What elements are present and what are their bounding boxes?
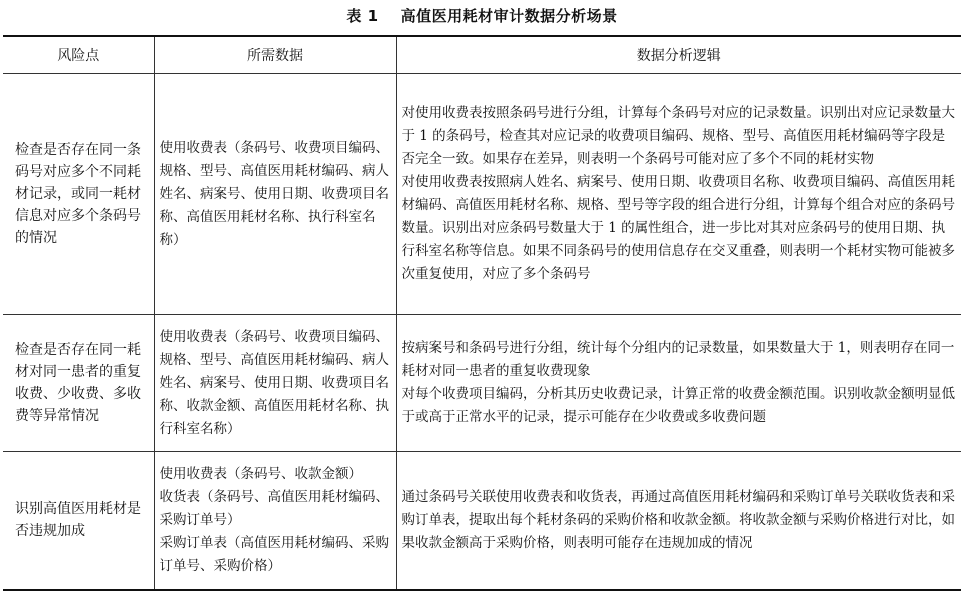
logic-paragraph: 通过条码号关联使用收费表和收货表，再通过高值医用耗材编码和采购订单号关联收货表和采购订单表，提取出每个耗材条码的采购价格和收款金额。将收款金额与采购价格进行对比，如果收款金额高于采购价格，则表明可能存在违规加成的情况 xyxy=(401,488,955,551)
required-data-cell: 使用收费表（条码号、收费项目编码、规格、型号、高值医用耗材编码、病人姓名、病案号、使用日期、收费项目名称、高值医用耗材名称、执行科室名称） xyxy=(154,74,396,315)
required-data-cell xyxy=(154,452,396,590)
data-source-line: 采购订单表（高值医用耗材编码、采购订单号、采购价格） xyxy=(159,534,389,574)
header-required-data: 所需数据 xyxy=(154,36,396,74)
logic-paragraph: 对使用收费表按照条码号进行分组，计算每个条码号对应的记录数量。识别出对应记录数量大于 1 的条码号，检查其对应记录的收费项目编码、规格、型号、高值医用耗材编码等字段是否完全一致。如果存在差异，则表明一个条码号可能对应了多个不同的耗材实物 xyxy=(401,105,955,167)
table-row xyxy=(3,452,961,590)
required-data-cell: 使用收费表（条码号、收费项目编码、规格、型号、高值医用耗材编码、病人姓名、病案号、使用日期、收费项目名称、收款金额、高值医用耗材名称、执行科室名称） xyxy=(154,315,396,452)
header-risk-point: 风险点 xyxy=(3,36,154,74)
data-source-line: 使用收费表（条码号、收款金额） xyxy=(159,465,362,482)
logic-paragraph: 对每个收费项目编码，分析其历史收费记录，计算正常的收费金额范围。识别收款金额明显低于或高于正常水平的记录，提示可能存在少收费或多收费问题 xyxy=(401,386,955,425)
table-title: 高值医用耗材审计数据分析场景 xyxy=(400,6,618,25)
analysis-logic-cell xyxy=(396,452,961,590)
table-header-row xyxy=(3,36,961,74)
analysis-logic-cell xyxy=(396,315,961,452)
table-row xyxy=(3,315,961,452)
analysis-logic-cell xyxy=(396,74,961,315)
table-caption xyxy=(0,0,964,30)
data-source-line: 收货表（条码号、高值医用耗材编码、采购订单号） xyxy=(159,488,389,528)
risk-point-cell: 检查是否存在同一耗材对同一患者的重复收费、少收费、多收费等异常情况 xyxy=(3,315,154,452)
logic-paragraph: 按病案号和条码号进行分组，统计每个分组内的记录数量，如果数量大于 1，则表明存在同一耗材对同一患者的重复收费现象 xyxy=(401,340,955,379)
risk-point-cell: 检查是否存在同一条码号对应多个不同耗材记录，或同一耗材信息对应多个条码号的情况 xyxy=(3,74,154,315)
table-number: 表 1 xyxy=(346,6,379,25)
risk-point-cell: 识别高值医用耗材是否违规加成 xyxy=(3,452,154,590)
logic-paragraph: 对使用收费表按照病人姓名、病案号、使用日期、收费项目名称、收费项目编码、高值医用耗材编码、高值医用耗材名称、规格、型号等字段的组合进行分组，计算每个组合对应的条码号数量。识别出对应条码号数量大于 1 的属性组合，进一步比对其对应条码号的使用日期、执行科室名称等信息。如果不同条码号的使用信息存在交叉重叠，则表明一个耗材实物可能被多次重复使用，对应了多个条码号 xyxy=(401,174,955,282)
table-row xyxy=(3,74,961,315)
header-analysis-logic: 数据分析逻辑 xyxy=(396,36,961,74)
audit-scenario-table xyxy=(3,35,961,591)
